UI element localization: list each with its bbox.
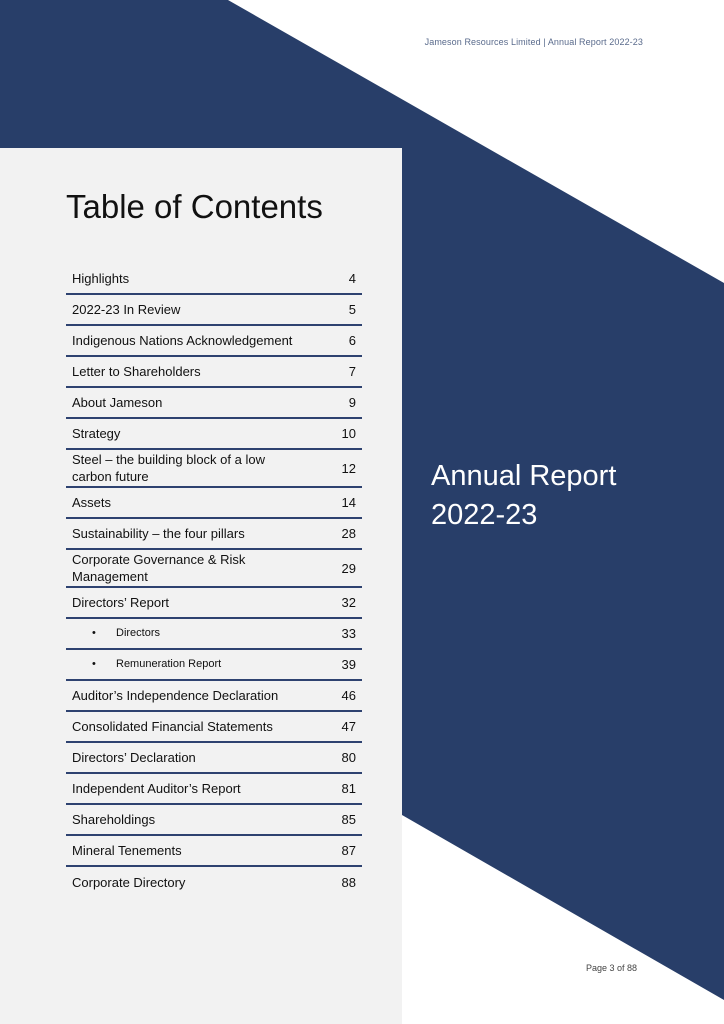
annual-report-title bbox=[431, 457, 616, 535]
toc-entry-page: 88 bbox=[341, 875, 356, 890]
toc-entry-page: 7 bbox=[348, 364, 356, 379]
toc-entry-strategy[interactable] bbox=[66, 419, 362, 450]
toc-entry-indigenous-acknowledgement[interactable] bbox=[66, 326, 362, 357]
toc-entry-page: 6 bbox=[348, 333, 356, 348]
toc-entry-label: Steel – the building block of a low carbon future bbox=[72, 452, 265, 484]
annual-report-title-line1: Annual Report bbox=[431, 460, 617, 492]
toc-entry-governance[interactable] bbox=[66, 550, 362, 588]
toc-subentry-remuneration-report[interactable] bbox=[66, 650, 362, 681]
toc-entry-page: 28 bbox=[341, 526, 356, 541]
toc-entry-label: Directors’ Report bbox=[72, 595, 170, 610]
toc-entry-page: 4 bbox=[348, 271, 356, 286]
toc-entry-label: Sustainability – the four pillars bbox=[72, 526, 245, 541]
toc-entry-letter-to-shareholders[interactable] bbox=[66, 357, 362, 388]
toc-entry-directors-declaration[interactable] bbox=[66, 743, 362, 774]
toc-entry-assets[interactable] bbox=[66, 488, 362, 519]
toc-entry-corporate-directory[interactable] bbox=[66, 867, 362, 898]
toc-entry-auditors-independence[interactable] bbox=[66, 681, 362, 712]
toc-entry-mineral-tenements[interactable] bbox=[66, 836, 362, 867]
toc-entry-page: 46 bbox=[341, 688, 356, 703]
toc-entry-label: Assets bbox=[72, 495, 112, 510]
toc-entry-steel[interactable] bbox=[66, 450, 362, 488]
toc-entry-page: 10 bbox=[341, 426, 356, 441]
bullet-icon: • bbox=[92, 627, 96, 639]
toc-entry-directors-report[interactable] bbox=[66, 588, 362, 619]
toc-entry-label: Independent Auditor’s Report bbox=[72, 781, 241, 796]
toc-entry-label: Auditor’s Independence Declaration bbox=[72, 688, 279, 703]
toc-entry-page: 29 bbox=[341, 560, 356, 576]
toc-entry-page: 85 bbox=[341, 812, 356, 827]
toc-subentry-directors[interactable] bbox=[66, 619, 362, 650]
toc-entry-page: 47 bbox=[341, 719, 356, 734]
toc-entry-in-review[interactable] bbox=[66, 295, 362, 326]
toc-subentry-text: Directors bbox=[116, 627, 161, 639]
toc-entry-page: 14 bbox=[341, 495, 356, 510]
page-number: Page 3 of 88 bbox=[585, 963, 637, 973]
toc-entry-page: 9 bbox=[348, 395, 356, 410]
toc-entry-page: 33 bbox=[341, 626, 356, 641]
toc-entry-label: Strategy bbox=[72, 426, 121, 441]
toc-entry-label: 2022-23 In Review bbox=[72, 302, 181, 317]
toc-entry-about-jameson[interactable] bbox=[66, 388, 362, 419]
toc-entry-label: Indigenous Nations Acknowledgement bbox=[72, 333, 293, 348]
toc-entry-page: 5 bbox=[348, 302, 356, 317]
toc-entry-label: Letter to Shareholders bbox=[72, 364, 201, 379]
toc-entry-label: About Jameson bbox=[72, 395, 163, 410]
bullet-icon: • bbox=[92, 658, 96, 670]
toc-entry-label bbox=[72, 625, 316, 642]
toc-title: Table of Contents bbox=[66, 188, 323, 226]
toc-entry-shareholdings[interactable] bbox=[66, 805, 362, 836]
toc-entry-label: Shareholdings bbox=[72, 812, 156, 827]
toc-entry-page: 87 bbox=[341, 843, 356, 858]
toc-entry-label: Corporate Governance & Risk Management bbox=[72, 552, 246, 584]
toc-entry-page: 81 bbox=[341, 781, 356, 796]
toc-entry-label: Consolidated Financial Statements bbox=[72, 719, 273, 734]
toc-entry-page: 39 bbox=[341, 657, 356, 672]
annual-report-title-line2: 2022-23 bbox=[431, 499, 538, 531]
toc-entry-label: Directors’ Declaration bbox=[72, 750, 196, 765]
toc-entry-highlights[interactable] bbox=[66, 264, 362, 295]
toc-entry-label: Highlights bbox=[72, 271, 130, 286]
toc-entry-page: 32 bbox=[341, 595, 356, 610]
toc-entry-page: 80 bbox=[341, 750, 356, 765]
toc-entry-label bbox=[72, 656, 316, 673]
toc-entry-sustainability[interactable] bbox=[66, 519, 362, 550]
toc-entry-auditors-report[interactable] bbox=[66, 774, 362, 805]
toc-entry-page: 12 bbox=[341, 460, 356, 476]
toc-entry-financial-statements[interactable] bbox=[66, 712, 362, 743]
toc-list bbox=[66, 264, 362, 898]
toc-subentry-text: Remuneration Report bbox=[116, 658, 222, 670]
toc-entry-label: Mineral Tenements bbox=[72, 843, 182, 858]
running-header: Jameson Resources Limited | Annual Report 2022-23 bbox=[424, 37, 643, 47]
toc-entry-label: Corporate Directory bbox=[72, 875, 186, 890]
